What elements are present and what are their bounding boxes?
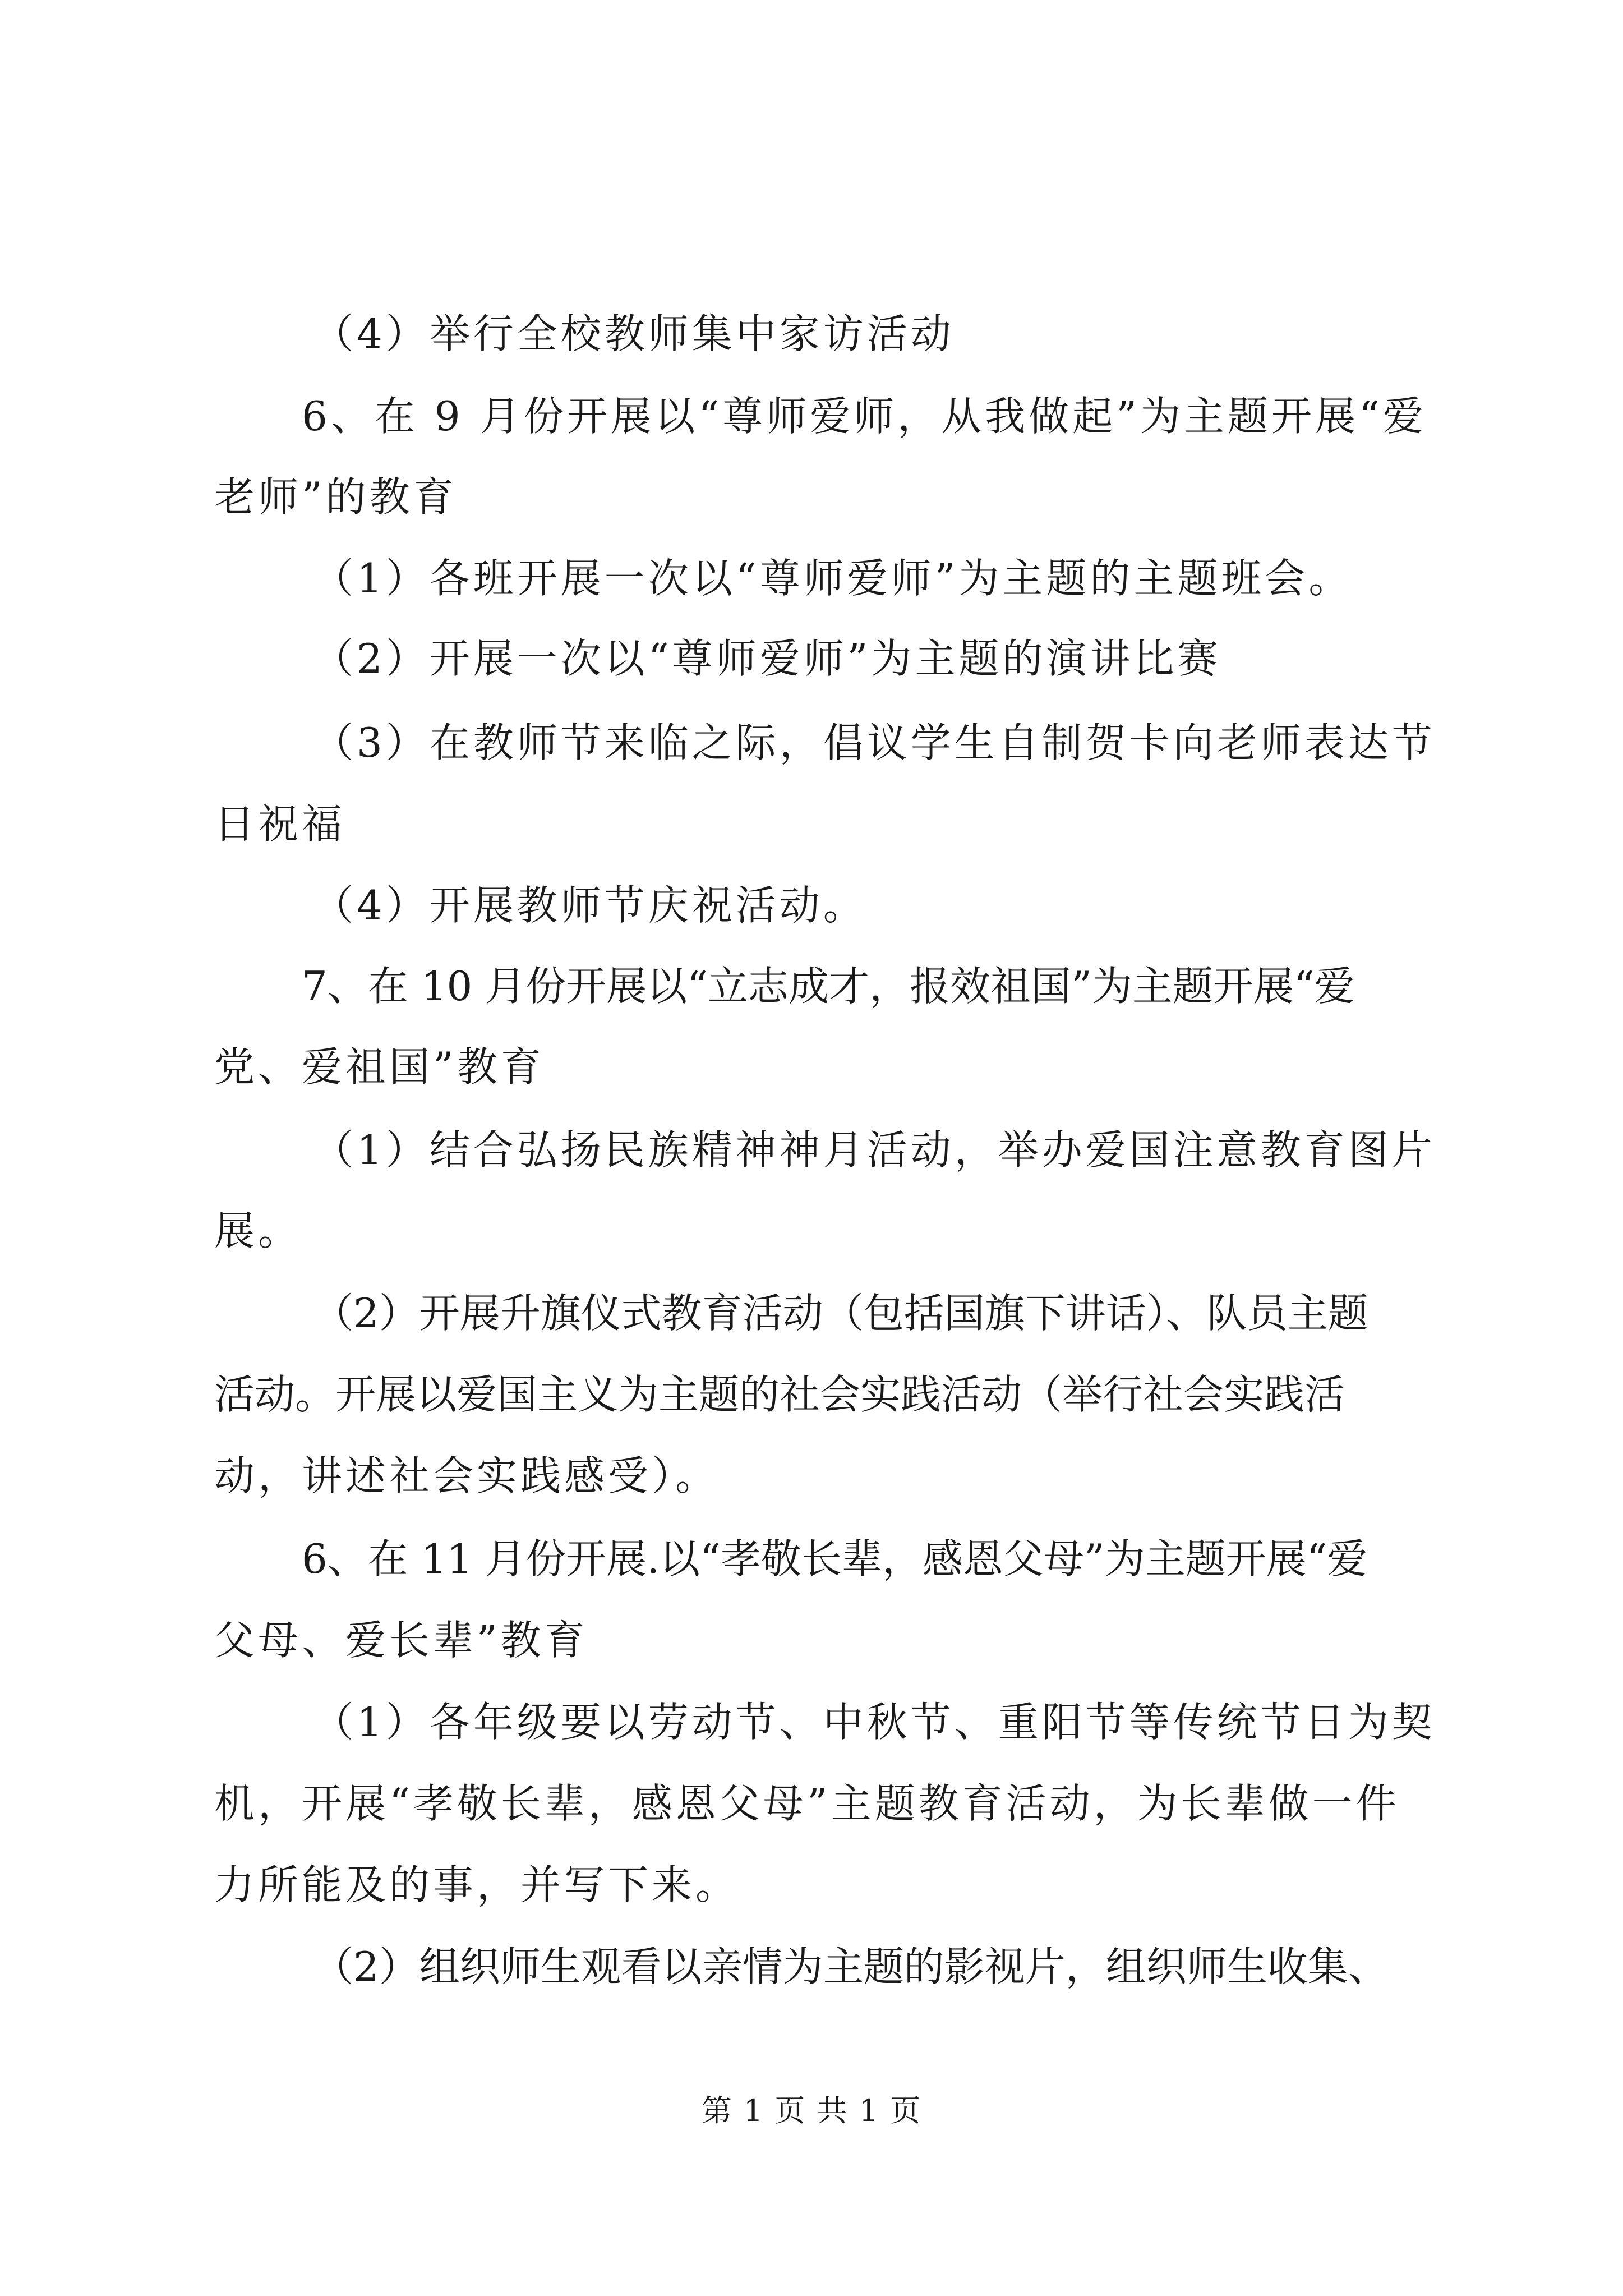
text-line-4: （1）各班开展一次以“尊师爱师”为主题的主题班会。 (313, 555, 1353, 602)
text-line-12: 展。 (214, 1207, 302, 1254)
text-line-8: （4）开展教师节庆祝活动。 (313, 882, 867, 929)
text-line-3: 老师”的教育 (214, 473, 457, 521)
text-line-13: （2）开展升旗仪式教育活动（包括国旗下讲话）、队员主题 (313, 1290, 1368, 1337)
text-line-17: 父母、爱长辈”教育 (214, 1617, 588, 1664)
text-line-7: 日祝福 (214, 800, 346, 848)
text-line-19: 机，开展“孝敬长辈，感恩父母”主题教育活动，为长辈做一件 (214, 1780, 1400, 1827)
text-line-11: （1）结合弘扬民族精神神月活动，举办爱国注意教育图片 (313, 1126, 1436, 1174)
text-line-1: （4）举行全校教师集中家访活动 (313, 310, 955, 357)
text-line-20: 力所能及的事，并写下来。 (214, 1861, 740, 1908)
text-line-10: 党、爱祖国”教育 (214, 1043, 545, 1091)
text-line-6: （3）在教师节来临之际，倡议学生自制贺卡向老师表达节 (313, 719, 1436, 766)
text-line-14: 活动。开展以爱国主义为主题的社会实践活动（举行社会实践活 (214, 1371, 1345, 1418)
text-line-2: 6、在 9 月份开展以“尊师爱师，从我做起”为主题开展“爱 (302, 393, 1427, 440)
text-line-18: （1）各年级要以劳动节、中秋节、重阳节等传统节日为契 (313, 1699, 1436, 1746)
text-line-21: （2）组织师生观看以亲情为主题的影视片，组织师生收集、 (313, 1943, 1389, 1990)
text-line-5: （2）开展一次以“尊师爱师”为主题的演讲比赛 (313, 635, 1221, 682)
text-line-15: 动，讲述社会实践感受）。 (214, 1452, 720, 1499)
page-footer: 第 1 页 共 1 页 (701, 2093, 922, 2128)
text-line-16: 6、在 11 月份开展.以“孝敬长辈，感恩父母”为主题开展“爱 (302, 1535, 1368, 1582)
text-line-9: 7、在 10 月份开展以“立志成才，报效祖国”为主题开展“爱 (302, 963, 1355, 1010)
